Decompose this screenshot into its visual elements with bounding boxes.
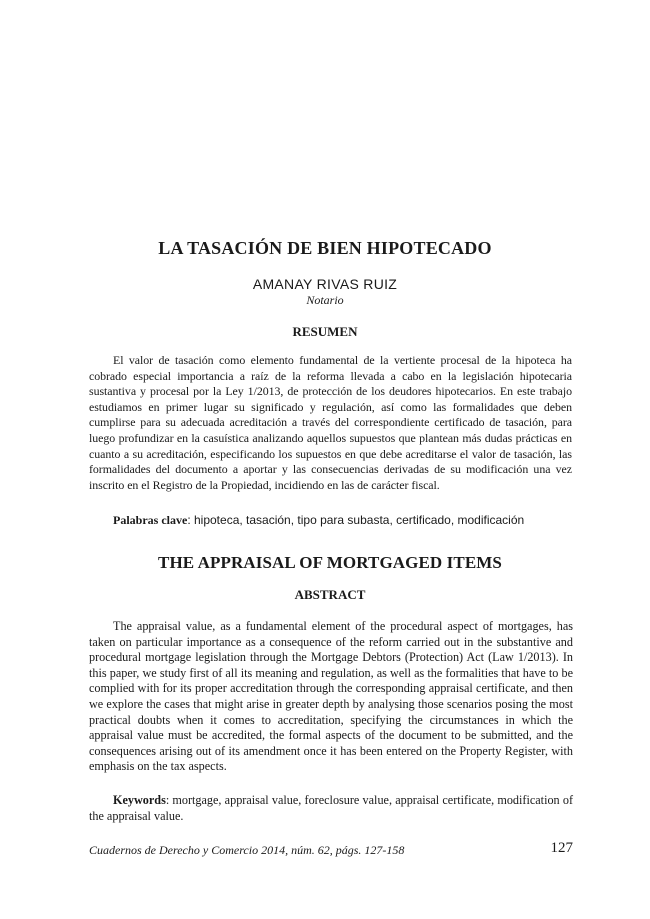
abstract-paragraph: The appraisal value, as a fundamental element of the procedural aspect of mortgages, has taken on particular importance as a consequence of the reform carried out in the substantive and procedural mortgage legislation through the Mortgage Debtors (Protection) Act (Law 1/2013). In this paper, we study first of all its meaning and regulation, as well as the formalities that have to be complied with for its proper accreditation through the corresponding appraisal certificate, and then we explore the cases that might arise in greater depth by analysing those scenarios posing the most practical doubts when it comes to accreditation, specifying the circumstances in which the appraisal value must be accredited, the formal aspects of the document to be submitted, and the consequences arising out of its amendment once it has been entered on the Property Register, with emphasis on the tax aspects. xyxy=(89,619,573,774)
resumen-paragraph: El valor de tasación como elemento fundamental de la vertiente procesal de la hipoteca ha cobrado especial importancia a raíz de la reforma llevada a cabo en la legislación hipotecaria sustantiva y procesal por la Ley 1/2013, de protección de los deudores hipotecarios. En este trabajo estudiamos en primer lugar su significado y regulación, así como las formalidades que deben cumplirse para su adecuada acreditación a través del correspondiente certificado de tasación, para luego profundizar en la casuística analizando aquellos supuestos que plantean más dudas prácticas en cuanto a su acreditación, especificando los supuestos en que debe acreditarse el valor de tasación, las formalidades del documento a aportar y las consecuencias derivadas de su modificación una vez inscrito en el Registro de la Propiedad, incidiendo en las de carácter fiscal. xyxy=(89,353,572,492)
page-number: 127 xyxy=(550,840,573,856)
palabras-clave xyxy=(113,513,524,528)
abstract-heading: ABSTRACT xyxy=(294,587,366,602)
article-title-english: THE APPRAISAL OF MORTGAGED ITEMS xyxy=(158,553,502,572)
resumen-heading: RESUMEN xyxy=(292,324,358,339)
keywords-label: Keywords xyxy=(113,793,166,807)
keywords xyxy=(89,793,573,824)
author-name: AMANAY RIVAS RUIZ xyxy=(252,276,398,292)
article-title-spanish: LA TASACIÓN DE BIEN HIPOTECADO xyxy=(158,238,492,258)
palabras-clave-label: Palabras clave xyxy=(113,513,188,527)
keywords-text: : mortgage, appraisal value, foreclosure value, appraisal certificate, modification of the appraisal value. xyxy=(89,793,573,823)
palabras-clave-text: : hipoteca, tasación, tipo para subasta, certificado, modificación xyxy=(187,513,525,527)
footer-journal-citation: Cuadernos de Derecho y Comercio 2014, núm. 62, págs. 127-158 xyxy=(89,843,405,857)
author-role: Notario xyxy=(306,293,344,307)
